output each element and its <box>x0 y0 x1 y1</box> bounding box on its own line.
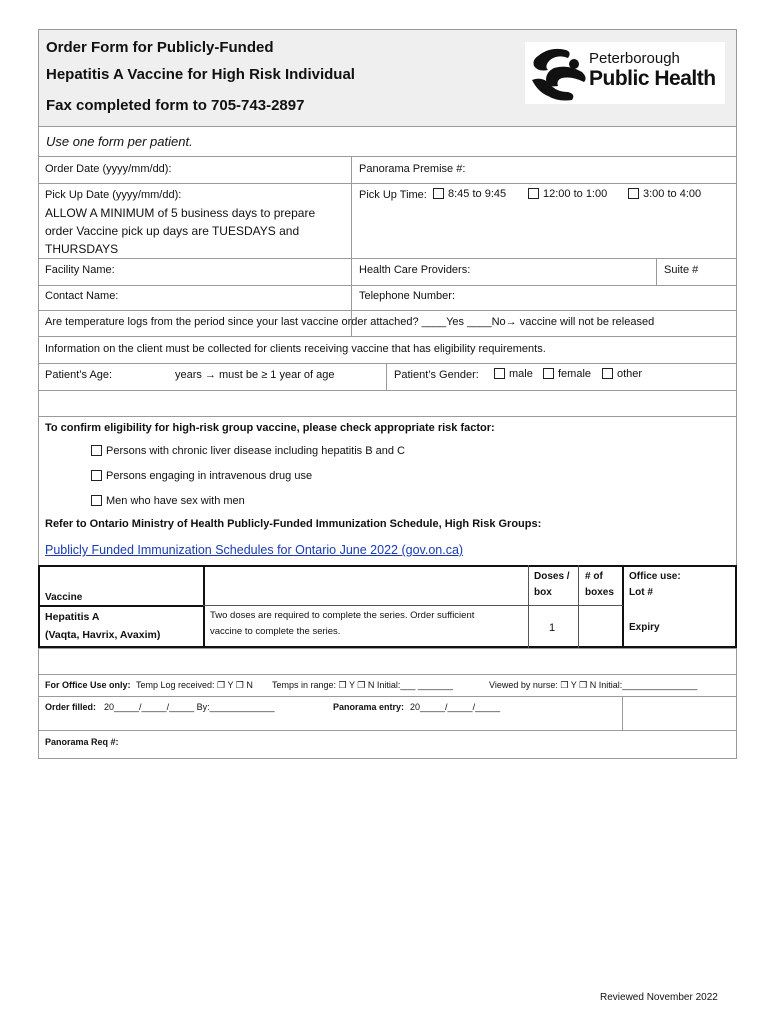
eligibility-heading: To confirm eligibility for high-risk group vaccine, please check appropriate risk factor: <box>45 422 495 434</box>
checkbox-icon[interactable] <box>494 368 505 379</box>
order-filled-label: Order filled: <box>45 702 97 712</box>
expiry-label: Expiry <box>629 622 660 633</box>
risk-option-msm[interactable]: Men who have sex with men <box>91 495 245 508</box>
age-requirement: years → must be ≥ 1 year of age <box>175 369 335 381</box>
vaccine-brands: (Vaqta, Havrix, Avaxim) <box>45 629 161 641</box>
patient-gender-label: Patient’s Gender: <box>394 369 479 381</box>
pickup-time-label: Pick Up Time: <box>359 189 427 201</box>
temp-log-received: Temp Log received: ❒ Y ❒ N <box>136 680 253 690</box>
contact-name-label: Contact Name: <box>45 290 119 302</box>
panorama-premise-label: Panorama Premise #: <box>359 163 466 175</box>
health-care-providers-label: Health Care Providers: <box>359 264 471 276</box>
checkbox-icon[interactable] <box>91 445 102 456</box>
pickup-time-option-1[interactable]: 8:45 to 9:45 <box>433 188 506 201</box>
checkbox-icon[interactable] <box>433 188 444 199</box>
fax-line: Fax completed form to 705-743-2897 <box>46 97 305 114</box>
order-date-label: Order Date (yyyy/mm/dd): <box>45 163 172 175</box>
risk-option-liver[interactable]: Persons with chronic liver disease including hepatitis B and C <box>91 445 405 458</box>
doses-per-box-header-2: box <box>534 587 552 598</box>
one-form-note: Use one form per patient. <box>46 134 193 149</box>
lot-number-label: Lot # <box>629 587 653 598</box>
temperature-logs-question: Are temperature logs from the period since your last vaccine order attached? ____Yes ____No→ vaccine will not be released <box>45 316 655 328</box>
allow-minimum-line3: THURSDAYS <box>45 242 119 256</box>
panorama-req-label: Panorama Req #: <box>45 737 119 747</box>
temps-in-range: Temps in range: ❒ Y ❒ N Initial:___ _______ <box>272 680 453 690</box>
checkbox-icon[interactable] <box>543 368 554 379</box>
office-use-header: Office use: <box>629 571 681 582</box>
pickup-time-option-3[interactable]: 3:00 to 4:00 <box>628 188 701 201</box>
vaccine-description-2: vaccine to complete the series. <box>210 626 341 637</box>
patient-age-label: Patient’s Age: <box>45 369 113 381</box>
form-title-line1: Order Form for Publicly-Funded <box>46 39 274 56</box>
checkbox-icon[interactable] <box>528 188 539 199</box>
form-title-line2: Hepatitis A Vaccine for High Risk Individual <box>46 66 355 83</box>
order-form <box>38 29 737 759</box>
risk-option-drug-use[interactable]: Persons engaging in intravenous drug use <box>91 470 312 483</box>
doses-per-box-value: 1 <box>549 622 556 634</box>
checkbox-icon[interactable] <box>628 188 639 199</box>
office-use-only-label: For Office Use only: <box>45 680 131 690</box>
logo-text-peterborough: Peterborough <box>589 50 680 67</box>
immunization-schedule-link[interactable]: Publicly Funded Immunization Schedules for Ontario June 2022 (gov.on.ca) <box>45 543 464 557</box>
logo-text-public-health: Public Health <box>589 67 716 90</box>
allow-minimum-line1: ALLOW A MINIMUM of 5 business days to prepare <box>45 206 316 220</box>
pickup-date-label: Pick Up Date (yyyy/mm/dd): <box>45 189 182 201</box>
checkbox-icon[interactable] <box>91 495 102 506</box>
vaccine-name: Hepatitis A <box>45 611 100 623</box>
doses-per-box-header-1: Doses / <box>534 571 570 582</box>
gender-option-other[interactable]: other <box>602 368 642 381</box>
panorama-entry-value: 20_____/_____/_____ <box>410 702 501 712</box>
gender-option-female[interactable]: female <box>543 368 591 381</box>
order-filled-value: 20_____/_____/_____ By:_____________ <box>104 702 275 712</box>
allow-minimum-line2: order Vaccine pick up days are TUESDAYS and <box>45 224 300 238</box>
suite-label: Suite # <box>664 264 699 276</box>
facility-name-label: Facility Name: <box>45 264 115 276</box>
panorama-entry-label: Panorama entry: <box>333 702 405 712</box>
refer-ministry-note: Refer to Ontario Ministry of Health Publicly-Funded Immunization Schedule, High Risk Groups: <box>45 518 542 530</box>
viewed-by-nurse: Viewed by nurse: ❒ Y ❒ N Initial:_______________ <box>489 680 698 690</box>
gender-option-male[interactable]: male <box>494 368 533 381</box>
num-boxes-header-1: # of <box>585 571 603 582</box>
vaccine-column-header: Vaccine <box>45 592 83 603</box>
checkbox-icon[interactable] <box>602 368 613 379</box>
vaccine-description-1: Two doses are required to complete the series. Order sufficient <box>210 610 475 621</box>
checkbox-icon[interactable] <box>91 470 102 481</box>
telephone-label: Telephone Number: <box>359 290 456 302</box>
num-boxes-header-2: boxes <box>585 587 614 598</box>
reviewed-footer: Reviewed November 2022 <box>600 992 718 1003</box>
pickup-time-option-2[interactable]: 12:00 to 1:00 <box>528 188 607 201</box>
client-info-note: Information on the client must be collected for clients receiving vaccine that has eligibility requirements. <box>45 343 546 355</box>
